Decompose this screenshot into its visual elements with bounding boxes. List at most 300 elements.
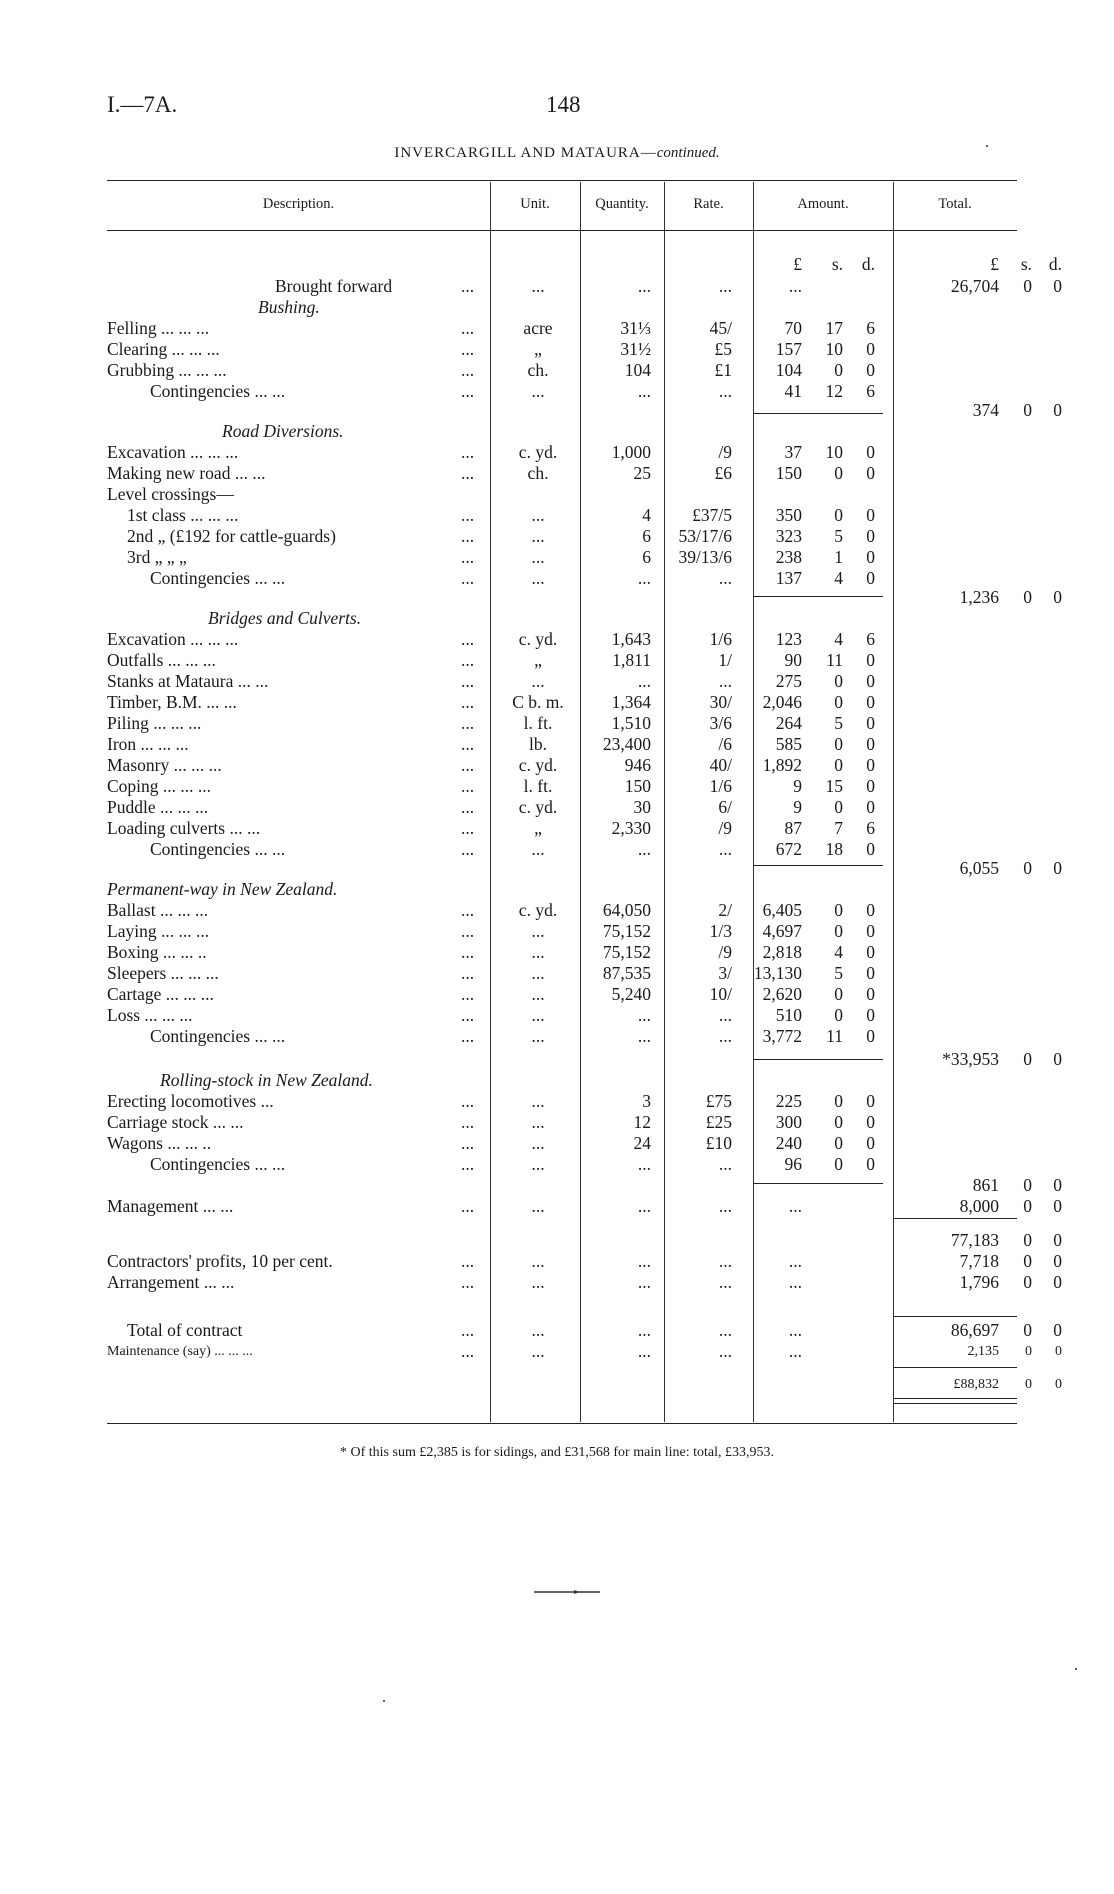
- table-row: [0, 463, 1114, 484]
- row-rate: 2/: [718, 900, 732, 920]
- row-leader: ...: [461, 755, 475, 775]
- row-quantity: ...: [637, 568, 651, 588]
- row-unit: ...: [531, 1251, 545, 1271]
- row-amount-shillings: 1: [834, 547, 843, 567]
- row-unit: ...: [531, 1154, 545, 1174]
- row-total-pounds: 7,718: [959, 1251, 999, 1271]
- row-amount-shillings: 10: [825, 339, 843, 359]
- row-unit: ...: [531, 671, 545, 691]
- row-quantity: 5,240: [611, 984, 651, 1004]
- table-row: [0, 1154, 1114, 1175]
- table-row: [0, 1133, 1114, 1154]
- row-amount-pounds: 2,046: [762, 692, 802, 712]
- row-amount-shillings: 11: [826, 650, 843, 670]
- row-total-pence: 0: [1053, 1272, 1062, 1292]
- row-unit: l. ft.: [523, 776, 553, 796]
- row-amount-pounds: 90: [784, 650, 802, 670]
- row-leader: ...: [461, 1196, 475, 1216]
- section-heading: Bushing.: [258, 297, 320, 317]
- row-rate: 53/17/6: [678, 526, 732, 546]
- row-total-pence: 0: [1053, 276, 1062, 296]
- col-header-amount: Amount.: [797, 196, 849, 212]
- table-row: [0, 734, 1114, 755]
- row-total-pounds: 86,697: [950, 1320, 999, 1340]
- row-leader: ...: [461, 650, 475, 670]
- row-rate: £37/5: [692, 505, 732, 525]
- row-description: Cartage ... ... ...: [107, 984, 214, 1004]
- row-rate: 1/: [718, 650, 732, 670]
- table-row: [0, 1026, 1114, 1047]
- row-rate: 1/6: [709, 776, 732, 796]
- row-rate: /9: [718, 942, 732, 962]
- row-quantity: 23,400: [602, 734, 651, 754]
- table-row: [0, 921, 1114, 942]
- section-heading-row: [0, 421, 1114, 442]
- table-row: [0, 1175, 1114, 1196]
- section-heading: Bridges and Culverts.: [208, 608, 362, 628]
- total-rule-contract: [893, 1316, 1017, 1317]
- row-amount-pounds: ...: [788, 1272, 802, 1292]
- row-amount-pence: 0: [866, 526, 875, 546]
- table-row: [0, 818, 1114, 839]
- total-shillings-header: s.: [1020, 254, 1032, 274]
- row-quantity: ...: [637, 839, 651, 859]
- amount-rule-bushing: [753, 413, 883, 414]
- row-rate: ...: [718, 1341, 732, 1361]
- table-row: [0, 276, 1114, 297]
- row-description: Contingencies ... ...: [150, 381, 286, 401]
- section-heading: Rolling-stock in New Zealand.: [160, 1070, 373, 1090]
- row-amount-pounds: ...: [788, 1320, 802, 1340]
- row-amount-pence: 0: [866, 942, 875, 962]
- row-amount-pence: 0: [866, 650, 875, 670]
- row-unit: ...: [531, 1320, 545, 1340]
- row-total-pence: 0: [1053, 1196, 1062, 1216]
- row-amount-pence: 6: [866, 318, 875, 338]
- row-quantity: 1,000: [611, 442, 651, 462]
- row-total-pence: 0: [1053, 1175, 1062, 1195]
- row-rate: 1/3: [709, 921, 732, 941]
- row-description: Loss ... ... ...: [107, 1005, 193, 1025]
- row-amount-pence: 0: [866, 797, 875, 817]
- row-leader: ...: [461, 839, 475, 859]
- row-amount-pence: 0: [866, 547, 875, 567]
- row-quantity: ...: [637, 1272, 651, 1292]
- row-amount-pounds: 300: [775, 1112, 802, 1132]
- row-amount-shillings: 5: [834, 713, 843, 733]
- table-top-rule: [107, 180, 1017, 181]
- row-description: Outfalls ... ... ...: [107, 650, 216, 670]
- speck: [1075, 1668, 1077, 1670]
- row-total-pence: 0: [1053, 1049, 1062, 1069]
- row-amount-pounds: 225: [775, 1091, 802, 1111]
- row-leader: ...: [461, 942, 475, 962]
- row-quantity: ...: [637, 1026, 651, 1046]
- section-heading-row: [0, 1070, 1114, 1091]
- row-leader: ...: [461, 713, 475, 733]
- row-leader: ...: [461, 505, 475, 525]
- table-row: [0, 839, 1114, 860]
- row-total-shillings: 0: [1023, 1049, 1032, 1069]
- row-leader: ...: [461, 526, 475, 546]
- row-rate: ...: [718, 276, 732, 296]
- row-rate: /6: [718, 734, 732, 754]
- row-unit: ...: [531, 921, 545, 941]
- row-rate: ...: [718, 1026, 732, 1046]
- row-leader: ...: [461, 1251, 475, 1271]
- row-total-shillings: 0: [1023, 1272, 1032, 1292]
- row-unit: ...: [531, 1196, 545, 1216]
- row-leader: ...: [461, 1272, 475, 1292]
- row-quantity: ...: [637, 1341, 651, 1361]
- row-rate: 6/: [718, 797, 732, 817]
- row-description: Contractors' profits, 10 per cent.: [107, 1251, 333, 1271]
- row-leader: ...: [461, 629, 475, 649]
- row-amount-shillings: 0: [834, 797, 843, 817]
- row-amount-pounds: 350: [775, 505, 802, 525]
- row-quantity: 1,364: [611, 692, 651, 712]
- row-rate: £10: [705, 1133, 732, 1153]
- row-rate: ...: [718, 671, 732, 691]
- row-description: Laying ... ... ...: [107, 921, 210, 941]
- amount-rule-permanent: [753, 1059, 883, 1060]
- row-quantity: ...: [637, 1154, 651, 1174]
- row-description: Contingencies ... ...: [150, 1154, 286, 1174]
- row-amount-shillings: 4: [834, 942, 843, 962]
- row-quantity: 3: [642, 1091, 651, 1111]
- row-amount-pence: 0: [866, 339, 875, 359]
- row-rate: ...: [718, 1320, 732, 1340]
- row-amount-pounds: 1,892: [762, 755, 802, 775]
- row-amount-pence: 6: [866, 381, 875, 401]
- row-quantity: 30: [633, 797, 651, 817]
- table-row: [0, 650, 1114, 671]
- row-amount-pounds: 3,772: [762, 1026, 802, 1046]
- row-total-pounds: £88,832: [953, 1377, 999, 1392]
- total-double-rule-1: [893, 1398, 1017, 1399]
- subtitle-continued: continued.: [656, 145, 720, 161]
- table-subtitle: [0, 145, 1114, 162]
- row-amount-pounds: 87: [784, 818, 802, 838]
- table-row: [0, 942, 1114, 963]
- row-amount-pounds: 240: [775, 1133, 802, 1153]
- row-quantity: ...: [637, 381, 651, 401]
- row-rate: /9: [718, 818, 732, 838]
- row-rate: ...: [718, 1251, 732, 1271]
- row-rate: 40/: [709, 755, 732, 775]
- row-amount-pounds: 585: [775, 734, 802, 754]
- row-unit: ...: [531, 942, 545, 962]
- row-rate: £75: [705, 1091, 732, 1111]
- row-rate: 10/: [709, 984, 732, 1004]
- row-unit: ...: [531, 1341, 545, 1361]
- row-description: 2nd „ (£192 for cattle-guards): [127, 526, 336, 546]
- table-row: [0, 400, 1114, 421]
- amount-shillings-header: s.: [831, 254, 843, 274]
- table-row: [0, 484, 1114, 505]
- row-total-pounds: 1,796: [959, 1272, 999, 1292]
- row-amount-shillings: 0: [834, 900, 843, 920]
- row-unit: ...: [531, 984, 545, 1004]
- table-row: [0, 587, 1114, 608]
- row-quantity: 12: [633, 1112, 651, 1132]
- row-amount-pounds: 6,405: [762, 900, 802, 920]
- table-row: [0, 526, 1114, 547]
- row-quantity: ...: [637, 1251, 651, 1271]
- table-row: [0, 1272, 1114, 1293]
- row-description: Maintenance (say) ... ... ...: [107, 1344, 253, 1359]
- row-leader: ...: [461, 692, 475, 712]
- row-total-pounds: 77,183: [950, 1230, 999, 1250]
- row-amount-shillings: 0: [834, 921, 843, 941]
- subtitle-main: INVERCARGILL AND MATAURA—: [394, 145, 657, 161]
- row-leader: ...: [461, 318, 475, 338]
- row-quantity: ...: [637, 1196, 651, 1216]
- table-bottom-rule: [107, 1423, 1017, 1424]
- table-row: [0, 1112, 1114, 1133]
- page-ref: I.—7A.: [107, 92, 178, 117]
- table-row: [0, 1320, 1114, 1341]
- row-unit: ...: [531, 963, 545, 983]
- row-total-shillings: 0: [1025, 1377, 1032, 1392]
- row-total-shillings: 0: [1023, 587, 1032, 607]
- table-row: [0, 1230, 1114, 1251]
- row-total-pence: 0: [1053, 587, 1062, 607]
- row-quantity: 104: [624, 360, 651, 380]
- row-quantity: 2,330: [611, 818, 651, 838]
- row-total-pounds: 8,000: [959, 1196, 999, 1216]
- row-leader: ...: [461, 797, 475, 817]
- row-leader: ...: [461, 734, 475, 754]
- row-amount-pence: 0: [866, 1091, 875, 1111]
- row-description: Making new road ... ...: [107, 463, 266, 483]
- table-row: [0, 442, 1114, 463]
- section-heading-row: [0, 297, 1114, 318]
- row-unit: ...: [531, 526, 545, 546]
- row-description: 1st class ... ... ...: [127, 505, 239, 525]
- row-unit: „: [534, 339, 542, 359]
- row-leader: ...: [461, 1112, 475, 1132]
- row-rate: £6: [714, 463, 732, 483]
- section-heading: Permanent-way in New Zealand.: [107, 879, 338, 899]
- row-leader: ...: [461, 1005, 475, 1025]
- row-description: Timber, B.M. ... ...: [107, 692, 237, 712]
- row-description: Felling ... ... ...: [107, 318, 210, 338]
- row-leader: ...: [461, 776, 475, 796]
- row-unit: lb.: [529, 734, 547, 754]
- row-description: Brought forward: [275, 276, 393, 296]
- row-unit: „: [534, 818, 542, 838]
- row-amount-shillings: 5: [834, 526, 843, 546]
- row-quantity: 87,535: [602, 963, 651, 983]
- row-unit: c. yd.: [518, 900, 558, 920]
- table-row: [0, 671, 1114, 692]
- row-amount-shillings: 0: [834, 463, 843, 483]
- row-amount-pounds: 70: [784, 318, 802, 338]
- section-heading: Road Diversions.: [222, 421, 344, 441]
- row-amount-pounds: 13,130: [753, 963, 802, 983]
- row-amount-pounds: 123: [775, 629, 802, 649]
- row-leader: ...: [461, 1026, 475, 1046]
- row-quantity: ...: [637, 276, 651, 296]
- footnote: * Of this sum £2,385 is for sidings, and £31,568 for main line: total, £33,953.: [340, 1445, 774, 1460]
- row-description: Iron ... ... ...: [107, 734, 189, 754]
- row-amount-pence: 0: [866, 776, 875, 796]
- row-amount-pounds: 264: [775, 713, 802, 733]
- row-amount-pence: 0: [866, 1005, 875, 1025]
- row-amount-shillings: 15: [825, 776, 843, 796]
- row-description: Excavation ... ... ...: [107, 629, 239, 649]
- row-description: 3rd „ „ „: [127, 547, 187, 567]
- row-amount-pence: 0: [866, 671, 875, 691]
- row-rate: ...: [718, 1154, 732, 1174]
- row-amount-pence: 0: [866, 921, 875, 941]
- row-amount-pounds: 41: [784, 381, 802, 401]
- row-description: Boxing ... ... ..: [107, 942, 207, 962]
- row-amount-pounds: ...: [788, 276, 802, 296]
- row-total-pounds: 1,236: [959, 587, 999, 607]
- row-unit: ...: [531, 1133, 545, 1153]
- row-leader: ...: [461, 276, 475, 296]
- currency-header-row: [0, 254, 1114, 275]
- table-row: [0, 1251, 1114, 1272]
- row-total-pence: 0: [1055, 1344, 1062, 1359]
- row-amount-pounds: 137: [775, 568, 802, 588]
- total-double-rule-2: [893, 1403, 1017, 1404]
- row-quantity: 31½: [620, 339, 651, 359]
- row-total-shillings: 0: [1023, 1251, 1032, 1271]
- row-amount-pounds: 510: [775, 1005, 802, 1025]
- table-row: [0, 1341, 1114, 1362]
- table-row: [0, 339, 1114, 360]
- table-row: [0, 629, 1114, 650]
- table-row: [0, 713, 1114, 734]
- table-row: [0, 984, 1114, 1005]
- total-pounds-header: £: [990, 254, 999, 274]
- table-row: [0, 776, 1114, 797]
- row-total-pounds: 6,055: [959, 858, 999, 878]
- row-amount-pence: 0: [866, 568, 875, 588]
- row-amount-shillings: 0: [834, 671, 843, 691]
- col-header-total: Total.: [938, 196, 972, 212]
- row-total-shillings: 0: [1023, 1230, 1032, 1250]
- row-unit: l. ft.: [523, 713, 553, 733]
- row-amount-shillings: 17: [825, 318, 843, 338]
- row-amount-pounds: 323: [775, 526, 802, 546]
- row-amount-shillings: 0: [834, 692, 843, 712]
- row-leader: ...: [461, 1133, 475, 1153]
- row-amount-pounds: 2,620: [762, 984, 802, 1004]
- row-leader: ...: [461, 1091, 475, 1111]
- row-rate: 45/: [709, 318, 732, 338]
- row-total-pence: 0: [1055, 1377, 1062, 1392]
- row-amount-pounds: 150: [775, 463, 802, 483]
- row-leader: ...: [461, 360, 475, 380]
- row-leader: ...: [461, 442, 475, 462]
- speck: [383, 1700, 385, 1702]
- row-quantity: 6: [642, 526, 651, 546]
- row-unit: C b. m.: [512, 692, 564, 712]
- row-quantity: 75,152: [602, 921, 651, 941]
- col-header-rate: Rate.: [693, 196, 724, 212]
- speck: [986, 145, 988, 147]
- row-amount-shillings: 4: [834, 568, 843, 588]
- row-amount-pence: 0: [866, 755, 875, 775]
- row-description: Total of contract: [127, 1320, 243, 1340]
- amount-pounds-header: £: [793, 254, 802, 274]
- row-unit: c. yd.: [518, 755, 558, 775]
- row-description: Clearing ... ... ...: [107, 339, 220, 359]
- row-amount-pence: 0: [866, 505, 875, 525]
- header-bottom-rule: [107, 230, 1017, 231]
- row-description: Excavation ... ... ...: [107, 442, 239, 462]
- row-quantity: ...: [637, 1005, 651, 1025]
- row-amount-pounds: 37: [784, 442, 802, 462]
- row-description: Ballast ... ... ...: [107, 900, 209, 920]
- table-row: [0, 1005, 1114, 1026]
- row-amount-shillings: 4: [834, 629, 843, 649]
- row-amount-pounds: 9: [793, 797, 802, 817]
- row-rate: £25: [705, 1112, 732, 1132]
- table-row: [0, 755, 1114, 776]
- row-rate: ...: [718, 568, 732, 588]
- row-rate: ...: [718, 1272, 732, 1292]
- ornament-divider: [532, 1589, 602, 1595]
- row-rate: ...: [718, 1005, 732, 1025]
- row-amount-pence: 0: [866, 442, 875, 462]
- row-leader: ...: [461, 568, 475, 588]
- row-total-shillings: 0: [1025, 1344, 1032, 1359]
- row-amount-pence: 6: [866, 629, 875, 649]
- row-amount-pence: 0: [866, 1026, 875, 1046]
- row-total-shillings: 0: [1023, 276, 1032, 296]
- row-rate: /9: [718, 442, 732, 462]
- row-total-shillings: 0: [1023, 1196, 1032, 1216]
- row-description: Level crossings—: [107, 484, 234, 504]
- row-unit: acre: [523, 318, 553, 338]
- row-amount-pounds: 9: [793, 776, 802, 796]
- row-amount-shillings: 11: [826, 1026, 843, 1046]
- row-leader: ...: [461, 818, 475, 838]
- row-rate: 3/: [718, 963, 732, 983]
- row-amount-pence: 0: [866, 900, 875, 920]
- row-unit: c. yd.: [518, 629, 558, 649]
- row-description: Masonry ... ... ...: [107, 755, 222, 775]
- table-row: [0, 381, 1114, 402]
- row-unit: ch.: [527, 360, 549, 380]
- row-quantity: 25: [633, 463, 651, 483]
- row-amount-pounds: 4,697: [762, 921, 802, 941]
- row-quantity: 24: [633, 1133, 651, 1153]
- row-description: Arrangement ... ...: [107, 1272, 235, 1292]
- row-amount-pounds: 238: [775, 547, 802, 567]
- row-total-pence: 0: [1053, 1230, 1062, 1250]
- row-total-pence: 0: [1053, 1251, 1062, 1271]
- table-row: [0, 547, 1114, 568]
- table-row: [0, 963, 1114, 984]
- row-amount-pence: 0: [866, 1112, 875, 1132]
- row-amount-shillings: 0: [834, 755, 843, 775]
- row-description: Wagons ... ... ..: [107, 1133, 212, 1153]
- row-rate: 39/13/6: [678, 547, 732, 567]
- row-amount-shillings: 0: [834, 1133, 843, 1153]
- row-amount-shillings: 12: [825, 381, 843, 401]
- row-unit: „: [534, 650, 542, 670]
- row-rate: 30/: [709, 692, 732, 712]
- row-leader: ...: [461, 900, 475, 920]
- row-rate: 3/6: [709, 713, 732, 733]
- section-heading-row: [0, 608, 1114, 629]
